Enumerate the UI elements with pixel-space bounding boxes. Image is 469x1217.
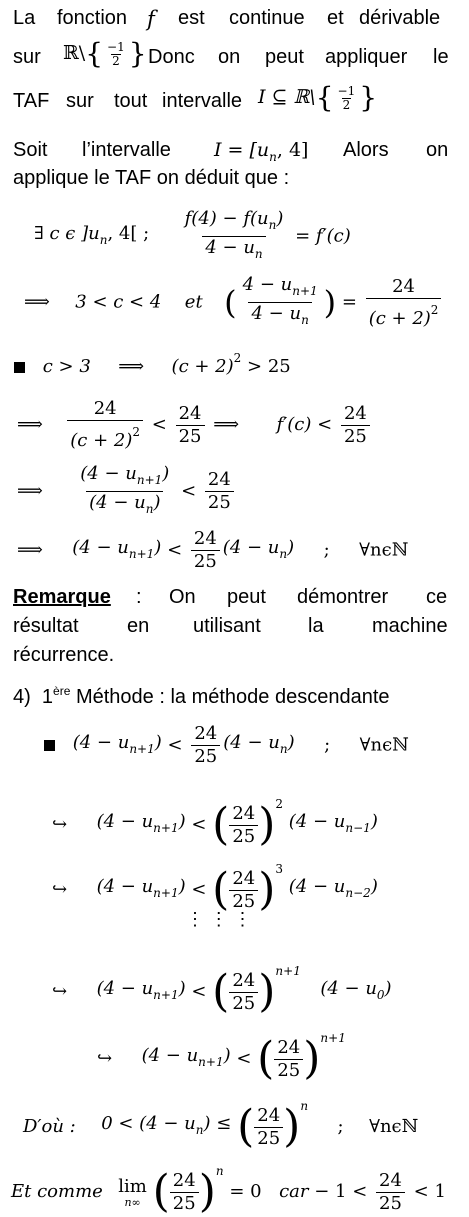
interval-set: I ⊆ ℝ\{ $\frac{-1}{2}$ } [258, 81, 378, 114]
word: la [308, 615, 324, 637]
word: peut [265, 46, 304, 68]
frac-24-25: $\frac{24}{25}$ [376, 1170, 405, 1215]
word: et [327, 7, 344, 29]
word: est [178, 7, 205, 29]
word: l’intervalle [82, 139, 171, 161]
desc-line-3: ↪ $(4 - u_{n+1})$ < ( $\frac{24}{25}$ )$^3$ $(4 - u_{n-2})$ [52, 862, 378, 915]
limit-line: Et comme lim n∞ ( $\frac{24}{25}$ )$^n$ = 0 car − 1 < $\frac{24}{25}$ < 1 [11, 1164, 446, 1217]
word: Donc [148, 46, 195, 68]
word: TAF [13, 90, 50, 112]
word: On [169, 586, 196, 608]
word: machine [372, 615, 448, 637]
equation-recurrence: ⟹ $(4 - u_{n+1})$ < $\frac{24}{25}$ $(4 - u_n)$ ; ∀nϵℕ [17, 528, 409, 572]
frac-24-25: $\frac{24}{25}$ [191, 723, 220, 768]
bullet [44, 740, 55, 751]
frac-24-25: $\frac{24}{25}$ [229, 803, 258, 848]
method-title: 4) 1ère Méthode : la méthode descendante [13, 684, 390, 708]
word: on [218, 46, 241, 68]
word: en [127, 615, 150, 637]
var-f: f [147, 7, 155, 31]
frac-minus-half: $\frac{-1}{2}$ [107, 39, 125, 68]
word: sur [13, 46, 41, 68]
word: sur [66, 90, 94, 112]
word: tout [114, 90, 148, 112]
bullet [14, 362, 25, 373]
frac-24-c2: $\frac{24}{(c + 2)^2}$ [366, 276, 442, 330]
word: peut [227, 586, 266, 608]
word: Alors [343, 139, 389, 161]
frac-24-25: $\frac{24}{25}$ [176, 403, 205, 448]
frac-24-25: $\frac{24}{25}$ [191, 528, 220, 573]
frac-24-25: $\frac{24}{25}$ [341, 403, 370, 448]
equation-taf: ∃ c ϵ ]$u_n$, 4[ ; $\frac{f(4) - f(u_n)}{4 - u_n}$ = f′(c) [34, 208, 351, 265]
frac-24-25: $\frac{24}{25}$ [205, 469, 234, 514]
vertical-dots: ⋮ ⋮ ⋮ [186, 909, 252, 930]
word: démontrer [297, 586, 389, 608]
equation-implies-c: ⟹ 3 < c < 4 et ( $\frac{4 - u_{n+1}}{4 - u_n}$ ) = $\frac{24}{(c + 2)^2}$ [24, 274, 444, 331]
desc-line-2: ↪ $(4 - u_{n+1})$ < ( $\frac{24}{25}$ )$^2$ $(4 - u_{n-1})$ [52, 797, 378, 850]
frac-24-25: $\frac{24}{25}$ [229, 868, 258, 913]
limit-operator: lim n∞ [118, 1175, 147, 1209]
frac-24-c2: $\frac{24}{(c + 2)^2}$ [67, 398, 143, 452]
frac-24-25: $\frac{24}{25}$ [229, 970, 258, 1015]
word: La [13, 7, 36, 29]
equation-c-gt-3: c > 3 ⟹ $(c + 2)^2 > 25$ [14, 345, 291, 380]
word: continue [229, 7, 305, 29]
frac-24-25: $\frac{24}{25}$ [254, 1105, 283, 1150]
conclusion-line: D′où : $0 < (4 - u_n)$ ≤ ( $\frac{24}{25}$ )$^n$ ; ∀nϵℕ [23, 1099, 419, 1152]
domain-set: ℝ\{ $\frac{-1}{2}$ } [63, 37, 147, 70]
desc-line-5: ↪ $(4 - u_{n+1})$ < ( $\frac{24}{25}$ )$^{n+1}$ [97, 1031, 346, 1084]
desc-line-1: $(4 - u_{n+1})$ < $\frac{24}{25}$ $(4 - u_n)$ ; ∀nϵℕ [44, 723, 409, 768]
word: : [136, 586, 142, 608]
frac-24-25: $\frac{24}{25}$ [170, 1170, 199, 1215]
interval-I: $I = [u_n$, 4] [214, 139, 309, 164]
frac-taf: $\frac{f(4) - f(u_n)}{4 - u_n}$ [182, 208, 287, 265]
set-r: ℝ\ [63, 42, 86, 64]
remark-label: Remarque [13, 586, 111, 608]
word: appliquer [325, 46, 408, 68]
word: ce [426, 586, 448, 608]
desc-line-4: ↪ $(4 - u_{n+1})$ < ( $\frac{24}{25}$ )$^{n+1}$ $(4 - u_0)$ [52, 964, 392, 1017]
word: résultat [13, 615, 79, 637]
word: intervalle [162, 90, 243, 112]
word: utilisant [193, 615, 261, 637]
frac-ratio: $\frac{4 - u_{n+1}}{4 - u_n}$ [240, 274, 321, 331]
equation-frac-lt: ⟹ $\frac{24}{(c + 2)^2}$ < $\frac{24}{25}$ ⟹ f′(c) < $\frac{24}{25}$ [17, 398, 373, 452]
word: dérivable [359, 7, 441, 29]
equation-ratio-lt: ⟹ $\frac{(4 - u_{n+1})}{(4 - u_n)}$ < $\frac{24}{25}$ [17, 463, 237, 520]
frac-24-25: $\frac{24}{25}$ [274, 1037, 303, 1082]
frac-minus-half: $\frac{-1}{2}$ [337, 83, 356, 112]
word: on [426, 139, 449, 161]
text-line-5: applique le TAF on déduit que : [13, 167, 290, 189]
word: le [433, 46, 449, 68]
frac-ratio: $\frac{(4 - u_{n+1})}{(4 - u_n)}$ [77, 463, 172, 520]
word: fonction [57, 7, 128, 29]
word: Soit [13, 139, 48, 161]
remark-line-3: récurrence. [13, 644, 115, 666]
